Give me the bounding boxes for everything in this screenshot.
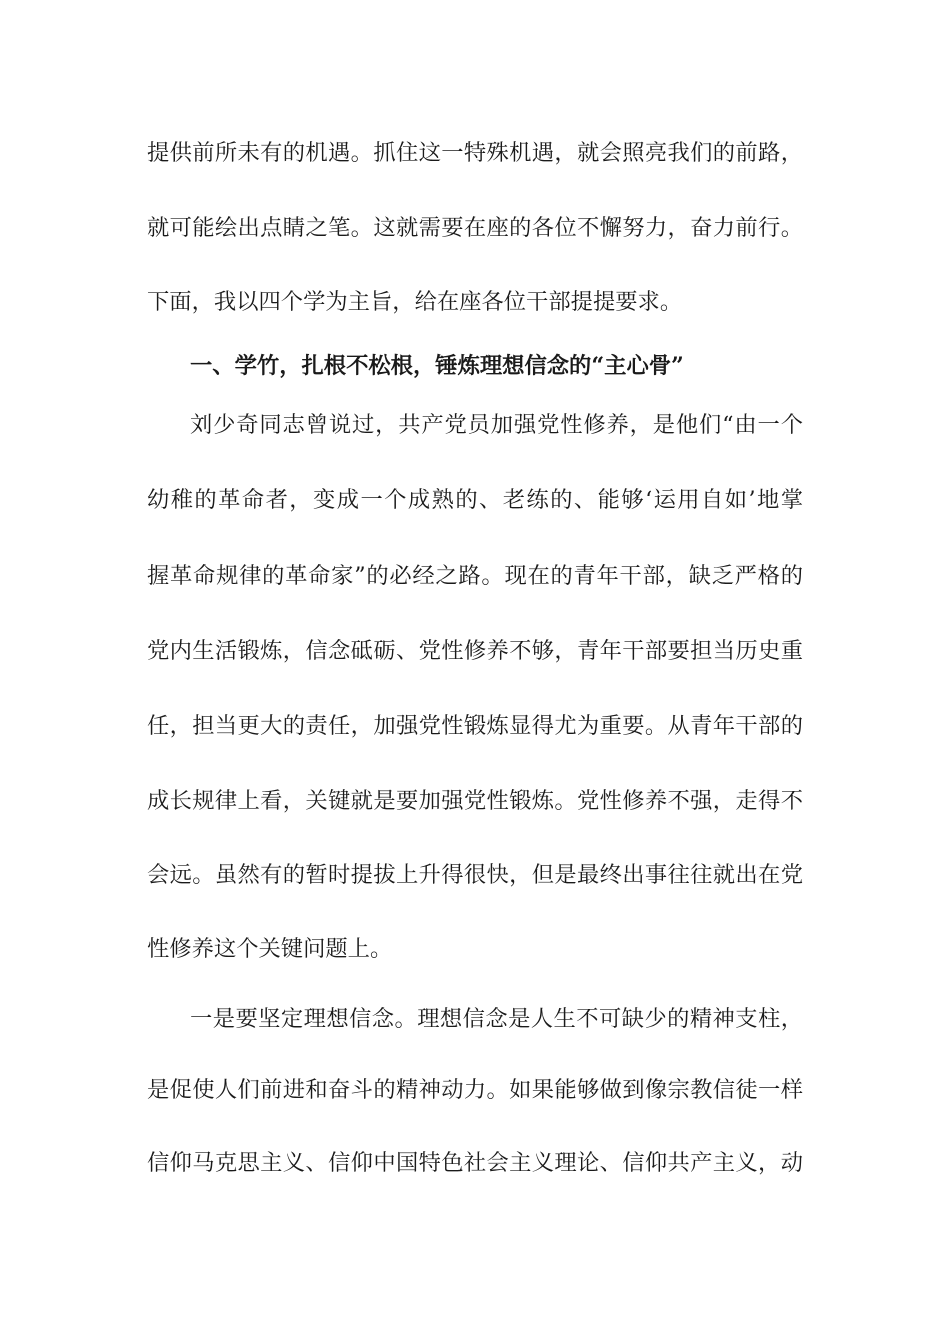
- body-line-3: 下面，我以四个学为主旨，给在座各位干部提提要求。: [147, 289, 683, 315]
- body-line-13: 一是要坚定理想信念。理想信念是人生不可缺少的精神支柱，: [190, 1006, 803, 1032]
- body-line-1: 提供前所未有的机遇。抓住这一特殊机遇，就会照亮我们的前路，: [147, 140, 803, 166]
- section-heading: 一、学竹，扎根不松根，锤炼理想信念的“主心骨”: [190, 353, 684, 379]
- body-line-14: 是促使人们前进和奋斗的精神动力。如果能够做到像宗教信徒一样: [147, 1077, 803, 1103]
- body-line-8: 党内生活锻炼，信念砥砺、党性修养不够，青年干部要担当历史重: [147, 638, 803, 664]
- body-line-10: 成长规律上看，关键就是要加强党性锻炼。党性修养不强，走得不: [147, 788, 803, 814]
- body-line-11: 会远。虽然有的暂时提拔上升得很快，但是最终出事往往就出在党: [147, 862, 803, 888]
- body-line-7: 握革命规律的革命家”的必经之路。现在的青年干部，缺乏严格的: [147, 563, 803, 589]
- body-line-15: 信仰马克思主义、信仰中国特色社会主义理论、信仰共产主义，动: [147, 1150, 803, 1176]
- body-line-12: 性修养这个关键问题上。: [147, 936, 393, 962]
- body-line-2: 就可能绘出点睛之笔。这就需要在座的各位不懈努力，奋力前行。: [147, 215, 803, 241]
- body-line-5: 刘少奇同志曾说过，共产党员加强党性修养，是他们“由一个: [190, 412, 803, 438]
- body-line-6: 幼稚的革命者，变成一个成熟的、老练的、能够‘运用自如’地掌: [147, 487, 803, 513]
- body-line-9: 任，担当更大的责任，加强党性锻炼显得尤为重要。从青年干部的: [147, 713, 803, 739]
